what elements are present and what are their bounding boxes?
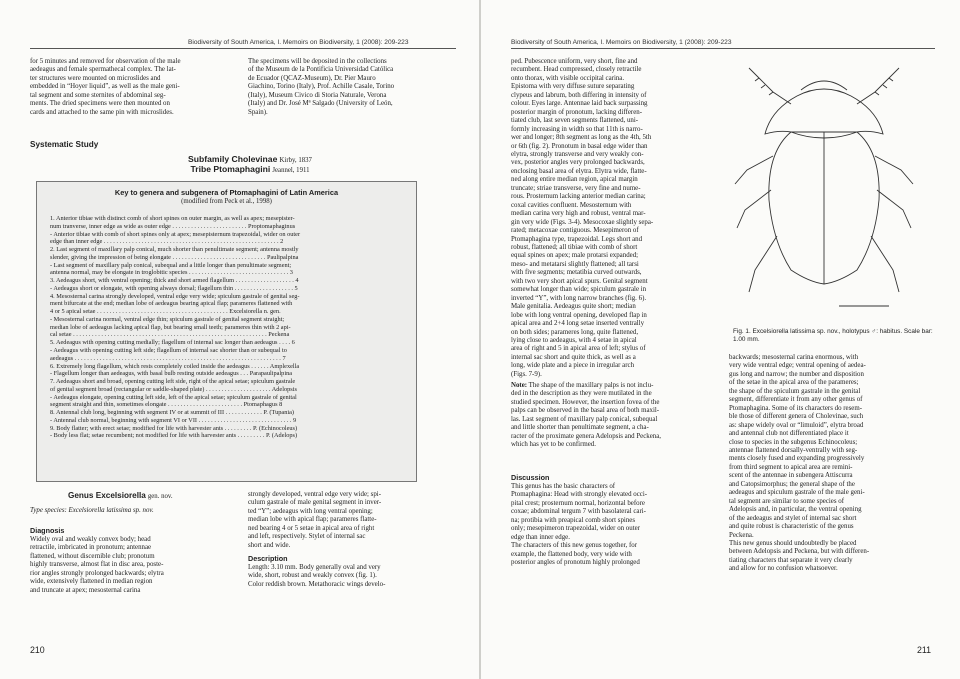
text-line: backwards; mesosternal carina enormous, with	[729, 354, 859, 361]
genus-name: Genus Excelsiorella	[68, 491, 146, 500]
text-line: Male genitalia. Aedeagus quite short; median	[511, 303, 636, 311]
text-line: - Flagellum longer than aedeagus, with basal bulb resting outside aedeagus . . . Parapaulipalpina	[50, 370, 293, 378]
text-line: long, wide plate and a piece in irregular arch	[511, 362, 635, 370]
text-line: and little shorter than penultimate segment, a cha-	[511, 424, 649, 432]
text-line: slender, giving the impression of being elongate . . . . . . . . . . . . . . . . . . . . . . . . . . . . . . Paulipalpina	[50, 253, 299, 261]
text-line: highly transverse, almost flat in disc area, poste-	[30, 561, 164, 569]
text-line: onto thorax, with visible occipital carina.	[511, 74, 625, 82]
text-line: recumbent. Head compressed, closely retractile	[511, 66, 642, 74]
subfamily-name: Subfamily Cholevinae	[188, 154, 278, 164]
description-text	[248, 564, 451, 589]
text-line: Adelopsis and, in particular, the ventral opening	[729, 506, 862, 514]
text-line: clypeus and labrum, both differing in intensity of	[511, 91, 647, 99]
text-line: ned bearing 4 or 5 setae in apical area of right	[248, 524, 375, 532]
right-page	[481, 0, 960, 679]
key-title: Key to genera and subgenera of Ptomaphagini of Latin America	[114, 188, 339, 197]
note-rest	[511, 390, 716, 449]
genus-heading	[68, 491, 173, 500]
text-line: close to species in the subgenus Echinocoleus;	[729, 438, 858, 446]
text-line: ble those of different genera of Cholevinae, such	[729, 413, 864, 421]
text-line: This genus has the basic characters of	[511, 483, 616, 490]
text-line: 8. Antennal club long, beginning with segment IV or at summit of III . . . . . . . . . . . . P. (Tupania)	[50, 409, 294, 417]
left-col1-top	[30, 58, 233, 117]
text-line: colour. Eyes large. Antennae laid back surpassing	[511, 100, 648, 108]
text-line: na; protibia with preapical comb short spines	[511, 516, 636, 524]
text-line: equal spines on apex; male protarsi expanded;	[511, 252, 639, 260]
text-line: ments. The dried specimens were then mounted on	[30, 100, 170, 108]
text-line: ments closely fused and expanding progressively	[729, 455, 865, 463]
text-line: Epistoma with very diffuse suture separating	[511, 83, 635, 91]
text-line: posterior angles of pronotum highly prolonged	[511, 559, 640, 567]
text-line: posterior margin of pronotum, lacking differen-	[511, 108, 643, 116]
text-line: strongly developed, ventral edge very wide; spi-	[248, 491, 381, 498]
text-line: area of right and 5 in apical area of left; stylus of	[511, 345, 646, 353]
text-line: apical area and 2+4 long setae inserted ventrally	[511, 320, 645, 328]
text-line: antennae flattened dorsally-ventrally with seg-	[729, 446, 858, 454]
tribe-name: Tribe Ptomaphagini	[190, 164, 271, 174]
text-line: from third segment to apical area are remini-	[729, 463, 853, 471]
text-line: of the Museum de la Pontificia Universidad Católica	[248, 66, 394, 74]
text-line: segment straight and thin, sometimes elongate . . . . . . . . . . . . . . . . . . . . . . . . Ptomaphagus 8	[50, 401, 283, 409]
tribe-author: Jeannel, 1911	[272, 167, 310, 174]
text-line: meso- and metatarsi slightly flattened; all tarsi	[511, 260, 639, 268]
text-line: ted “Y”; aedeagus with long ventral opening;	[248, 507, 373, 515]
text-line: median lobe with apical flap; parameres flatte-	[248, 516, 377, 524]
text-line: inverted “Y”, with long narrow branches (fig. 6).	[511, 294, 647, 302]
section-heading: Systematic Study	[30, 140, 99, 149]
beetle-habitus-figure	[729, 60, 919, 322]
text-line: and Catopsimorphus; the general shape of the	[729, 480, 855, 488]
text-line: rous. Prosternum lacking anterior median carina;	[511, 193, 646, 201]
text-line: ned along entire median region, apical margin	[511, 176, 638, 184]
text-line: embedded in “Hoyer liquid”, as well as the male geni-	[30, 83, 180, 91]
text-line: only; mesepimeron trapezoidal, wider on outer	[511, 525, 640, 533]
right-col1-text	[511, 58, 716, 379]
text-line: studied specimen. However, the insertion fovea of the	[511, 398, 660, 406]
text-line: and truncate at apex; mesosternal carina	[30, 586, 141, 594]
description-heading: Description	[248, 554, 288, 563]
text-line: aedeagus . . . . . . . . . . . . . . . . . . . . . . . . . . . . . . . . . . . . . . . . . . . . . . . . . . . . . . . . . . . . . . . . . . 7	[50, 354, 286, 362]
text-line: robust, flattened; all tibiae with comb of short	[511, 243, 638, 251]
text-line: antenna normal, may be elongate in troglobitic species . . . . . . . . . . . . . . . . . . . . . . . . . . . . . . . . 3	[50, 269, 293, 277]
right-col2-text	[729, 354, 934, 574]
text-line: 1. Anterior tibiae with distinct comb of short spines on outer margin, as well as apex; mesepister-	[50, 215, 295, 222]
text-line: racter of the proximate genera Adelopsis and Peckena,	[511, 432, 662, 440]
text-line: num tranverse, inner edge as wide as outer edge . . . . . . . . . . . . . . . . . . . . . . . . Proptomaphaginus	[50, 222, 296, 230]
text-line: between Adelopsis and Peckena, but with differen-	[729, 548, 870, 556]
text-line: median lobe of aedeagus lacking apical flap, but bearing small teeth; parameres thin with 2 api-	[50, 323, 291, 331]
text-line: - Antennal club normal, beginning with segment VI or VII . . . . . . . . . . . . . . . . . . . . . . . . . . . . . . 9	[50, 416, 297, 424]
text-line: 9. Body flatter; with erect setae; modified for life with harvester ants . . . . . . . . . P. (Echinocoleus)	[50, 424, 298, 432]
text-line: pital crest; prosternum normal, horizontal before	[511, 499, 645, 507]
subfamily-author: Kirby, 1837	[279, 157, 312, 164]
text-line: tal segment are similar to some species of	[729, 497, 845, 505]
discussion-heading: Discussion	[511, 473, 550, 482]
text-line: internal sac short and quite thick, as well as a	[511, 353, 636, 361]
text-line: Giachino, Torino (Italy), Prof. Achille Casale, Torino	[248, 83, 395, 91]
text-line: ded in the description as they were mutilated in the	[511, 390, 652, 398]
text-line: tal segment and some sternites of abdominal seg-	[30, 91, 166, 99]
diagnosis-heading: Diagnosis	[30, 526, 65, 535]
text-line: formly increasing in width so that 11th is narro-	[511, 125, 643, 133]
text-line: rated; metacoxae contiguous. Mesepimeron of	[511, 227, 639, 235]
text-line: - Aedeagus with opening cutting left side; flagellum of internal sac shorter than or subequal to	[50, 347, 287, 355]
text-line: ment bifurcate at the end; median lobe of aedeagus bearing apical flap; parameres flattened with	[50, 300, 293, 308]
text-line: culum gastrale of male genital segment in inver-	[248, 499, 382, 507]
text-line: which has yet to be confirmed.	[511, 441, 596, 449]
text-line: Ptomaphagina. Some of its characters do resem-	[729, 404, 862, 412]
text-line: somewhat longer than wide; spiculum gastrale in	[511, 286, 647, 294]
text-line: palps can be observed in the basal area of both maxil-	[511, 407, 660, 415]
type-species: Type species: Excelsiorella latissima sp. nov.	[30, 507, 154, 514]
text-line: wer and longer; 8th segment as long as the 4th, 5th	[511, 134, 652, 142]
text-line: - Anterior tibiae with comb of short spines only at apex; mesepisternum trapezoidal, wider on outer	[50, 230, 301, 238]
header-rule	[30, 48, 456, 49]
text-line: edge than inner edge.	[511, 533, 570, 541]
key-subtitle: (modified from Peck et al., 1998)	[181, 198, 272, 205]
tribe-line	[120, 164, 380, 176]
text-line: aedeagus and spiculum gastrale of the male geni-	[729, 489, 865, 497]
text-line: and allow for no confusion whatsoever.	[729, 565, 838, 573]
text-line: vex, posterior angles very prolonged backwards,	[511, 159, 645, 167]
text-line: 4 or 5 apical setae . . . . . . . . . . . . . . . . . . . . . . . . . . . . . . . . . . . . . . . . . . Excelsiorella n. gen.	[50, 308, 281, 316]
text-line: tiating characters that separate it very clearly	[729, 556, 853, 564]
text-line: and quite robust is characteristic of the genus	[729, 523, 854, 531]
text-line: tiated club, last seven segments flattened, uni-	[511, 117, 639, 125]
text-line: wide, short, robust and weakly convex (fig. 1).	[248, 572, 377, 580]
text-line: for 5 minutes and removed for observation of the male	[30, 58, 181, 65]
text-line: ter structures were mounted on microslides and	[30, 74, 161, 82]
text-line: lying close to aedeagus, with 4 setae in apical	[511, 336, 637, 344]
text-line: This new genus should undoubtedly be placed	[729, 539, 857, 547]
text-line: Length: 3.10 mm. Body generally oval and very	[248, 564, 381, 571]
text-line: Spain).	[248, 108, 268, 116]
text-line: Widely oval and weakly convex body; head	[30, 536, 151, 543]
left-col2-bottom	[248, 491, 451, 550]
text-line: segment, differentiate it from any other genus of	[729, 396, 863, 404]
text-line: of the aedeagus and stylet of internal sac short	[729, 514, 857, 522]
text-line: - Body less flat; setae recumbent; not modified for life with harvester ants . . . . . . . . . P. (Adelops)	[50, 432, 298, 440]
text-line: coxal cavities confluent. Mesosternum with	[511, 201, 632, 209]
text-line: 2. Last segment of maxillary palp conical, much shorter than penultimate segment; antenna mostly	[50, 246, 299, 254]
text-line: on both sides; parameres long, quite flattened,	[511, 328, 639, 336]
page-number-left: 210	[30, 645, 45, 655]
text-line: - Mesosternal carina normal, ventral edge thin; spiculum gastrale of genital segment straight;	[50, 315, 285, 323]
running-head: Biodiversity of South America, I. Memoirs on Biodiversity, 1 (2008): 209-223	[188, 39, 409, 46]
text-line: cards and attached to the same pin with microslides.	[30, 108, 174, 116]
note-first-line: The shape of the maxillary palps is not inclu-	[527, 382, 654, 389]
identification-key-box	[36, 181, 417, 482]
page-number-right: 211	[917, 645, 932, 655]
text-line: las. Last segment of maxillary palp conical, subequal	[511, 415, 658, 423]
text-line: rior angles strongly prolonged backwards; elytra	[30, 569, 164, 577]
text-line: 4. Mesosternal carina strongly developed, ventral edge very wide; spiculum gastrale of genital seg-	[50, 292, 300, 300]
text-line: (Italy) and Dr. José Mª Salgado (University of León,	[248, 100, 393, 108]
text-line: and antennal club not differentiated place it	[729, 430, 849, 438]
text-line: example, the flattened body, very wide with	[511, 550, 632, 558]
left-page	[0, 0, 479, 679]
text-line: of the setae in the apical area of the parameres;	[729, 379, 859, 387]
note-label: Note:	[511, 382, 528, 389]
text-line: wide, extensively flattened in median region	[30, 578, 153, 586]
text-line: 5. Aedeagus with opening cutting medially; flagellum of internal sac longer than aedeagus . . . . 6	[50, 339, 295, 347]
text-line: The characters of this new genus together, for	[511, 542, 638, 550]
left-col2-top	[248, 58, 451, 117]
text-line: with two very short apical spurs. Genital segment	[511, 277, 648, 285]
text-line: de Ecuador (QCAZ-Museum), Dr. Pier Mauro	[248, 74, 376, 82]
text-line: enclosing basal area of elytra. Elytra wide, flatte-	[511, 167, 647, 175]
text-line: ped. Pubescence uniform, very short, fine and	[511, 58, 638, 65]
text-line: short and wide.	[248, 541, 291, 549]
text-line: aedeagus and female spermathecal complex. The lat-	[30, 66, 176, 74]
diagnosis-text	[30, 536, 233, 595]
text-line: edge than inner edge . . . . . . . . . . . . . . . . . . . . . . . . . . . . . . . . . . . . . . . . . . . . . . . . . . . . . . . . 2	[50, 238, 284, 246]
note-paragraph	[511, 382, 716, 450]
text-line: (Italy), Museum Civico di Storia Naturale, Verona	[248, 91, 387, 99]
text-line: 3. Aedeagus short, with ventral opening; thick and short armed flagellum . . . . . . . . . . . . . . . . . . . 4	[50, 277, 299, 285]
text-line: gus long and narrow; the number and disposition	[729, 370, 864, 378]
text-line: very wide ventral edge; ventral opening of aedea-	[729, 362, 866, 370]
text-line: 6. Extremely long flagellum, which rests completely coiled inside the aedeagus . . . . . . Amplexella	[50, 362, 300, 370]
text-line: or 6th (fig. 2). Pronotum in basal edge wider than	[511, 142, 648, 150]
text-line: Peckena.	[729, 531, 754, 539]
text-line: and left, respectively. Stylet of internal sac	[248, 533, 366, 541]
text-line: elytra, strongly transverse and very weakly con-	[511, 150, 644, 158]
text-line: - Aedeagus short or elongate, with opening always dorsal; flagellum thin . . . . . . . . . . . . . . . . . . . 5	[50, 284, 298, 292]
text-line: lobe with long ventral opening, developed flap in	[511, 311, 647, 319]
text-line: - Aedeagus elongate, opening cutting left side, left of the apical setae; spiculum gastrale of genital	[50, 393, 297, 401]
text-line: coxae; abdominal tergum 7 with basolateral cari-	[511, 508, 646, 516]
text-line: truncate; striae transverse, very fine and nume-	[511, 184, 641, 192]
text-line: Color reddish brown. Metathoracic wings develo-	[248, 580, 386, 588]
text-line: with five segments; metatibia curved outwards,	[511, 269, 642, 277]
text-line: The specimens will be deposited in the collections	[248, 58, 387, 65]
text-line: the shape of the spiculum gastrale in the genital	[729, 387, 861, 395]
figure-caption: Fig. 1. Excelsiorella latissima sp. nov., holotypus ♂: habitus. Scale bar: 1.00 mm.	[733, 328, 933, 343]
text-line: gin very wide (Figs. 3-4). Mesocoxae slightly sepa-	[511, 218, 654, 226]
header-rule-right	[511, 48, 935, 49]
text-line: of genital segment broad (rectangular or saddle-shaped plate) . . . . . . . . . . . . . . . . . . . . . Adelopsis	[50, 385, 297, 393]
text-line: retractile, imbricated in pronotum; antennae	[30, 544, 152, 552]
text-line: Ptomaphagina type, trapezoidal. Legs short and	[511, 235, 643, 243]
key-body	[50, 215, 412, 440]
genus-author: gen. nov.	[147, 493, 173, 500]
running-head-right: Biodiversity of South America, I. Memoirs on Biodiversity, 1 (2008): 209-223	[511, 39, 732, 46]
text-line: median carina very high and robust, ventral mar-	[511, 210, 646, 218]
text-line: flattened, without discernible club; pronotum	[30, 552, 155, 560]
text-line: 7. Aedeagus short and broad, opening cutting left side, right of the apical setae; spiculum gastrale	[50, 378, 296, 386]
text-line: as: shape widely oval or “limuloid”, elytra broad	[729, 421, 864, 429]
text-line: cal setae . . . . . . . . . . . . . . . . . . . . . . . . . . . . . . . . . . . . . . . . . . . . . . . . . . . . . . . . . . . . . . Peckena	[50, 331, 290, 339]
text-line: Ptomaphagina: Head with strongly elevated occi-	[511, 491, 648, 499]
text-line: scent of the antennae in subengera Attiscurra	[729, 472, 853, 480]
text-line: (Figs. 7-9).	[511, 370, 542, 378]
text-line: - Last segment of maxillary palp conical, subequal and a little longer than penultimate segment;	[50, 261, 292, 269]
discussion-text	[511, 483, 716, 568]
